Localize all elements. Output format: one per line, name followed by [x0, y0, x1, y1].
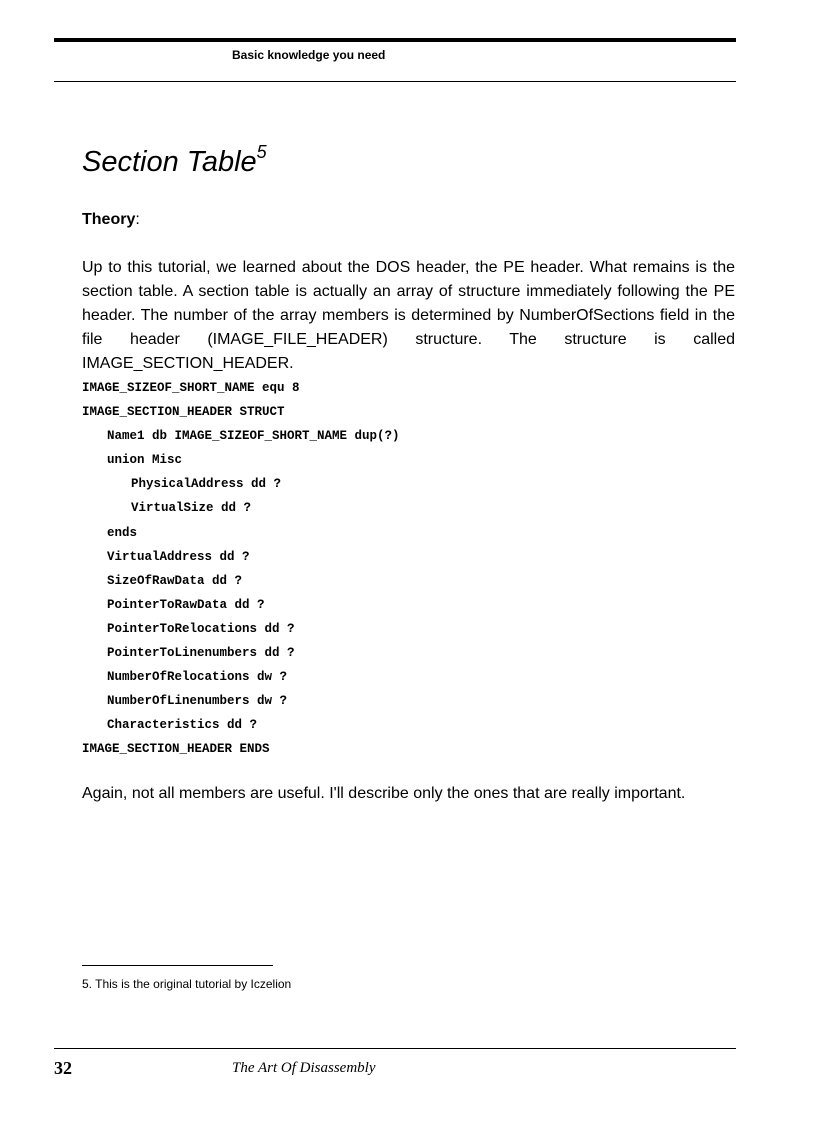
code-line: SizeOfRawData dd ?	[107, 573, 243, 588]
code-line: Characteristics dd ?	[107, 718, 258, 733]
code-line: Name1 db IMAGE_SIZEOF_SHORT_NAME dup(?)	[107, 429, 400, 444]
code-line: PointerToRelocations dd ?	[107, 621, 295, 636]
header-thick-rule	[54, 38, 736, 42]
theory-heading	[82, 209, 140, 231]
closing-paragraph: Again, not all members are useful. I'll describe only the ones that are really important.	[82, 785, 686, 802]
code-line: union Misc	[107, 453, 183, 468]
code-line: VirtualSize dd ?	[131, 501, 252, 516]
code-line: NumberOfRelocations dw ?	[107, 670, 288, 685]
footer-rule	[54, 1048, 736, 1049]
section-title	[82, 140, 267, 184]
theory-label: Theory	[82, 211, 136, 228]
code-line: IMAGE_SECTION_HEADER ENDS	[82, 742, 270, 757]
theory-colon: :	[135, 211, 140, 228]
footnote-text: 5. This is the original tutorial by Iczelion	[82, 977, 292, 991]
code-block	[82, 376, 400, 762]
code-line: PointerToRawData dd ?	[107, 597, 265, 612]
code-line: ends	[107, 525, 138, 540]
code-line: VirtualAddress dd ?	[107, 549, 250, 564]
code-line: PhysicalAddress dd ?	[131, 477, 282, 492]
page-number: 32	[54, 1058, 72, 1078]
running-header: Basic knowledge you need	[232, 48, 386, 62]
code-line: IMAGE_SIZEOF_SHORT_NAME equ 8	[82, 381, 300, 395]
footer-book-title: The Art Of Disassembly	[232, 1060, 376, 1076]
intro-paragraph: Up to this tutorial, we learned about the DOS header, the PE header. What remains is the section table. A section table is actually an array of structure immediately following the PE header. The number of the array members is determined by NumberOfSections field in the file header (IMAGE_FILE_HEADER) structure. The structure is called IMAGE_SECTION_HEADER.	[82, 259, 735, 372]
section-title-text: Section Table	[82, 146, 257, 178]
code-line: IMAGE_SECTION_HEADER STRUCT	[82, 405, 285, 420]
header-thin-rule	[54, 81, 736, 82]
code-line: NumberOfLinenumbers dw ?	[107, 694, 288, 709]
code-line: PointerToLinenumbers dd ?	[107, 646, 295, 661]
footnote-rule	[82, 965, 273, 966]
footnote-reference: 5	[256, 142, 267, 162]
